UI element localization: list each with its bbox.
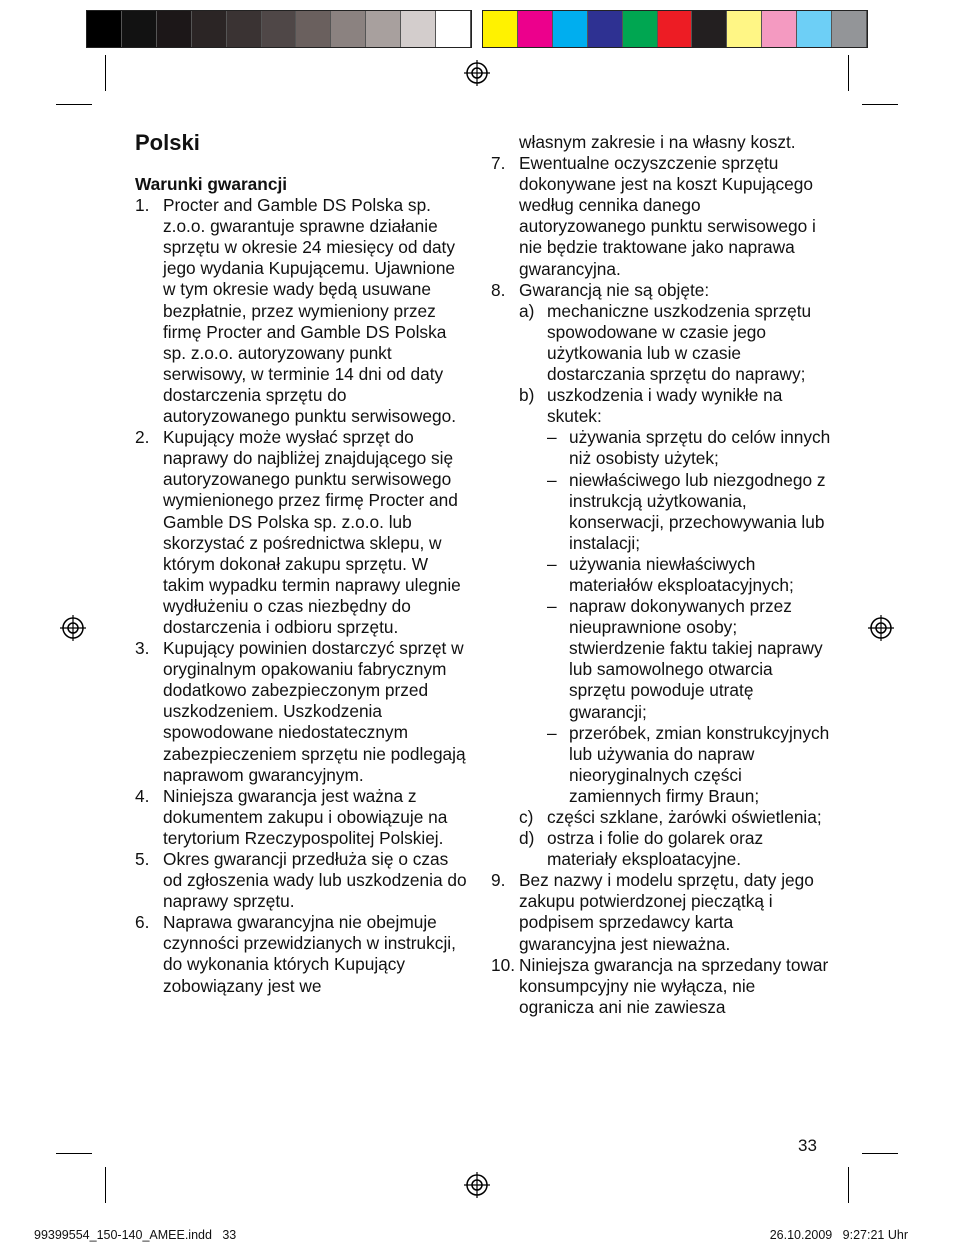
list-item: 10. Niniejsza gwarancja na sprzedany towar konsumpcyjny nie wyłącza, nie ogranicza ani nie zawiesza xyxy=(491,954,829,1017)
color-swatch xyxy=(623,11,658,47)
list-item: 4. Niniejsza gwarancja jest ważna z dokumentem zakupu i obowiązuje na terytorium Rzeczypospolitej Polskiej. xyxy=(135,785,448,848)
list-item: 8. Gwarancją nie są objęte: xyxy=(491,279,710,300)
color-swatch xyxy=(483,11,518,47)
color-swatch xyxy=(692,11,727,47)
color-swatch xyxy=(436,11,471,47)
color-swatch xyxy=(192,11,227,47)
color-swatch xyxy=(262,11,297,47)
right-column xyxy=(491,132,831,1018)
sub-list-item: c) części szklane, żarówki oświetlenia; xyxy=(519,807,822,827)
footer-timestamp: 26.10.2009 9:27:21 Uhr xyxy=(769,1228,908,1242)
color-swatch xyxy=(727,11,762,47)
sub-list-item: a) mechaniczne uszkodzenia sprzętu spowodowane w czasie jego użytkowania lub w czasie dostarczania sprzętu do naprawy; xyxy=(519,300,812,385)
color-swatch xyxy=(553,11,588,47)
continuation-text: własnym zakresie i na własny koszt. xyxy=(519,132,796,152)
footer-file-info: 99399554_150-140_AMEE.indd 33 xyxy=(34,1228,237,1242)
crop-mark xyxy=(105,55,106,91)
list-item: 1. Procter and Gamble DS Polska sp. z.o.o. gwarantuje sprawne działanie sprzętu w okresie 24 miesięcy od daty jego wydania Kupującemu. Ujawnione w tym okresie wady będą usuwane bezpłatnie, przez wymieniony przez firmę Procter and Gamble DS Polska sp. z.o.o. autoryzowany punkt serwisowy, w terminie 14 dni od daty dostarczenia sprzętu do autoryzowanego punktu serwisowego. xyxy=(135,195,456,427)
dash-list-item: – przeróbek, zmian konstrukcyjnych lub używania do napraw nieoryginalnych części zamiennych firmy Braun; xyxy=(547,722,830,806)
list-item: 6. Naprawa gwarancyjna nie obejmuje czynności przewidzianych w instrukcji, do wykonania których Kupujący zobowiązany jest we xyxy=(135,912,456,996)
list-item: 7. Ewentualne oczyszczenie sprzętu dokonywane jest na koszt Kupującego według cennika danego autoryzowanego punktu serwisowego i nie będzie traktowane jako naprawa gwarancyjna. xyxy=(491,153,816,279)
color-swatch xyxy=(401,11,436,47)
color-swatch xyxy=(762,11,797,47)
crop-mark xyxy=(56,104,92,105)
page-number: 33 xyxy=(798,1136,817,1155)
page-title: Polski xyxy=(135,130,200,155)
list-item: 9. Bez nazwy i modelu sprzętu, daty jego zakupu potwierdzonej pieczątką i podpisem sprzedawcy karta gwarancyjna jest nieważna. xyxy=(491,870,814,954)
dash-list-item: – niewłaściwego lub niezgodnego z instrukcją użytkowania, konserwacji, przechowywania lub instalacji; xyxy=(547,469,826,553)
registration-mark-icon xyxy=(60,615,86,641)
sub-list-item: d) ostrza i folie do golarek oraz materiały eksploatacyjne. xyxy=(519,828,764,870)
crop-mark xyxy=(862,104,898,105)
color-swatch xyxy=(227,11,262,47)
crop-mark xyxy=(105,1167,106,1203)
dash-list-item: – używania niewłaściwych materiałów eksploatacyjnych; xyxy=(547,553,794,595)
registration-mark-icon xyxy=(464,60,490,86)
section-title: Warunki gwarancji xyxy=(135,174,288,194)
color-swatch xyxy=(588,11,623,47)
dash-list-item: – napraw dokonywanych przez nieuprawnione osoby; stwierdzenie faktu takiej naprawy lub samowolnego otwarcia sprzętu powoduje utratę gwarancji; xyxy=(547,596,823,722)
color-swatch xyxy=(87,11,122,47)
color-swatch xyxy=(366,11,401,47)
color-swatch xyxy=(832,11,867,47)
crop-mark xyxy=(56,1153,92,1154)
crop-mark xyxy=(848,55,849,91)
color-swatch xyxy=(122,11,157,47)
color-swatch xyxy=(331,11,366,47)
color-swatch xyxy=(658,11,693,47)
dash-list-item: – używania sprzętu do celów innych niż osobisty użytek; xyxy=(547,427,831,469)
color-swatch xyxy=(296,11,331,47)
list-item: 5. Okres gwarancji przedłuża się o czas od zgłoszenia wady lub uszkodzenia do naprawy sprzętu. xyxy=(135,849,467,912)
registration-mark-icon xyxy=(868,615,894,641)
color-swatch xyxy=(157,11,192,47)
sub-list-item: b) uszkodzenia i wady wynikłe na skutek: xyxy=(519,385,783,427)
list-item: 3. Kupujący powinien dostarczyć sprzęt w oryginalnym opakowaniu fabrycznym dodatkowo zabezpieczonym przed uszkodzeniem. Uszkodzenia spowodowane niedostatecznym zabezpieczeniem sprzętu nie podlegają naprawom gwarancyjnym. xyxy=(135,638,466,785)
color-swatch-bar xyxy=(482,10,868,48)
gray-swatch-bar xyxy=(86,10,472,48)
color-swatch xyxy=(797,11,832,47)
registration-mark-icon xyxy=(464,1172,490,1198)
list-item: 2. Kupujący może wysłać sprzęt do naprawy do najbliżej znajdującego się autoryzowanego punktu serwisowego wymienionego przez firmę Procter and Gamble DS Polska sp. z.o.o. lub skorzystać z pośrednictwa sklepu, w którym dokonał zakupu sprzętu. W takim wypadku termin naprawy ulegnie wydłużeniu o czas niezbędny do dostarczenia i odbioru sprzętu. xyxy=(135,427,461,637)
color-swatch xyxy=(518,11,553,47)
left-column xyxy=(135,174,470,997)
crop-mark xyxy=(848,1167,849,1203)
crop-mark xyxy=(862,1153,898,1154)
